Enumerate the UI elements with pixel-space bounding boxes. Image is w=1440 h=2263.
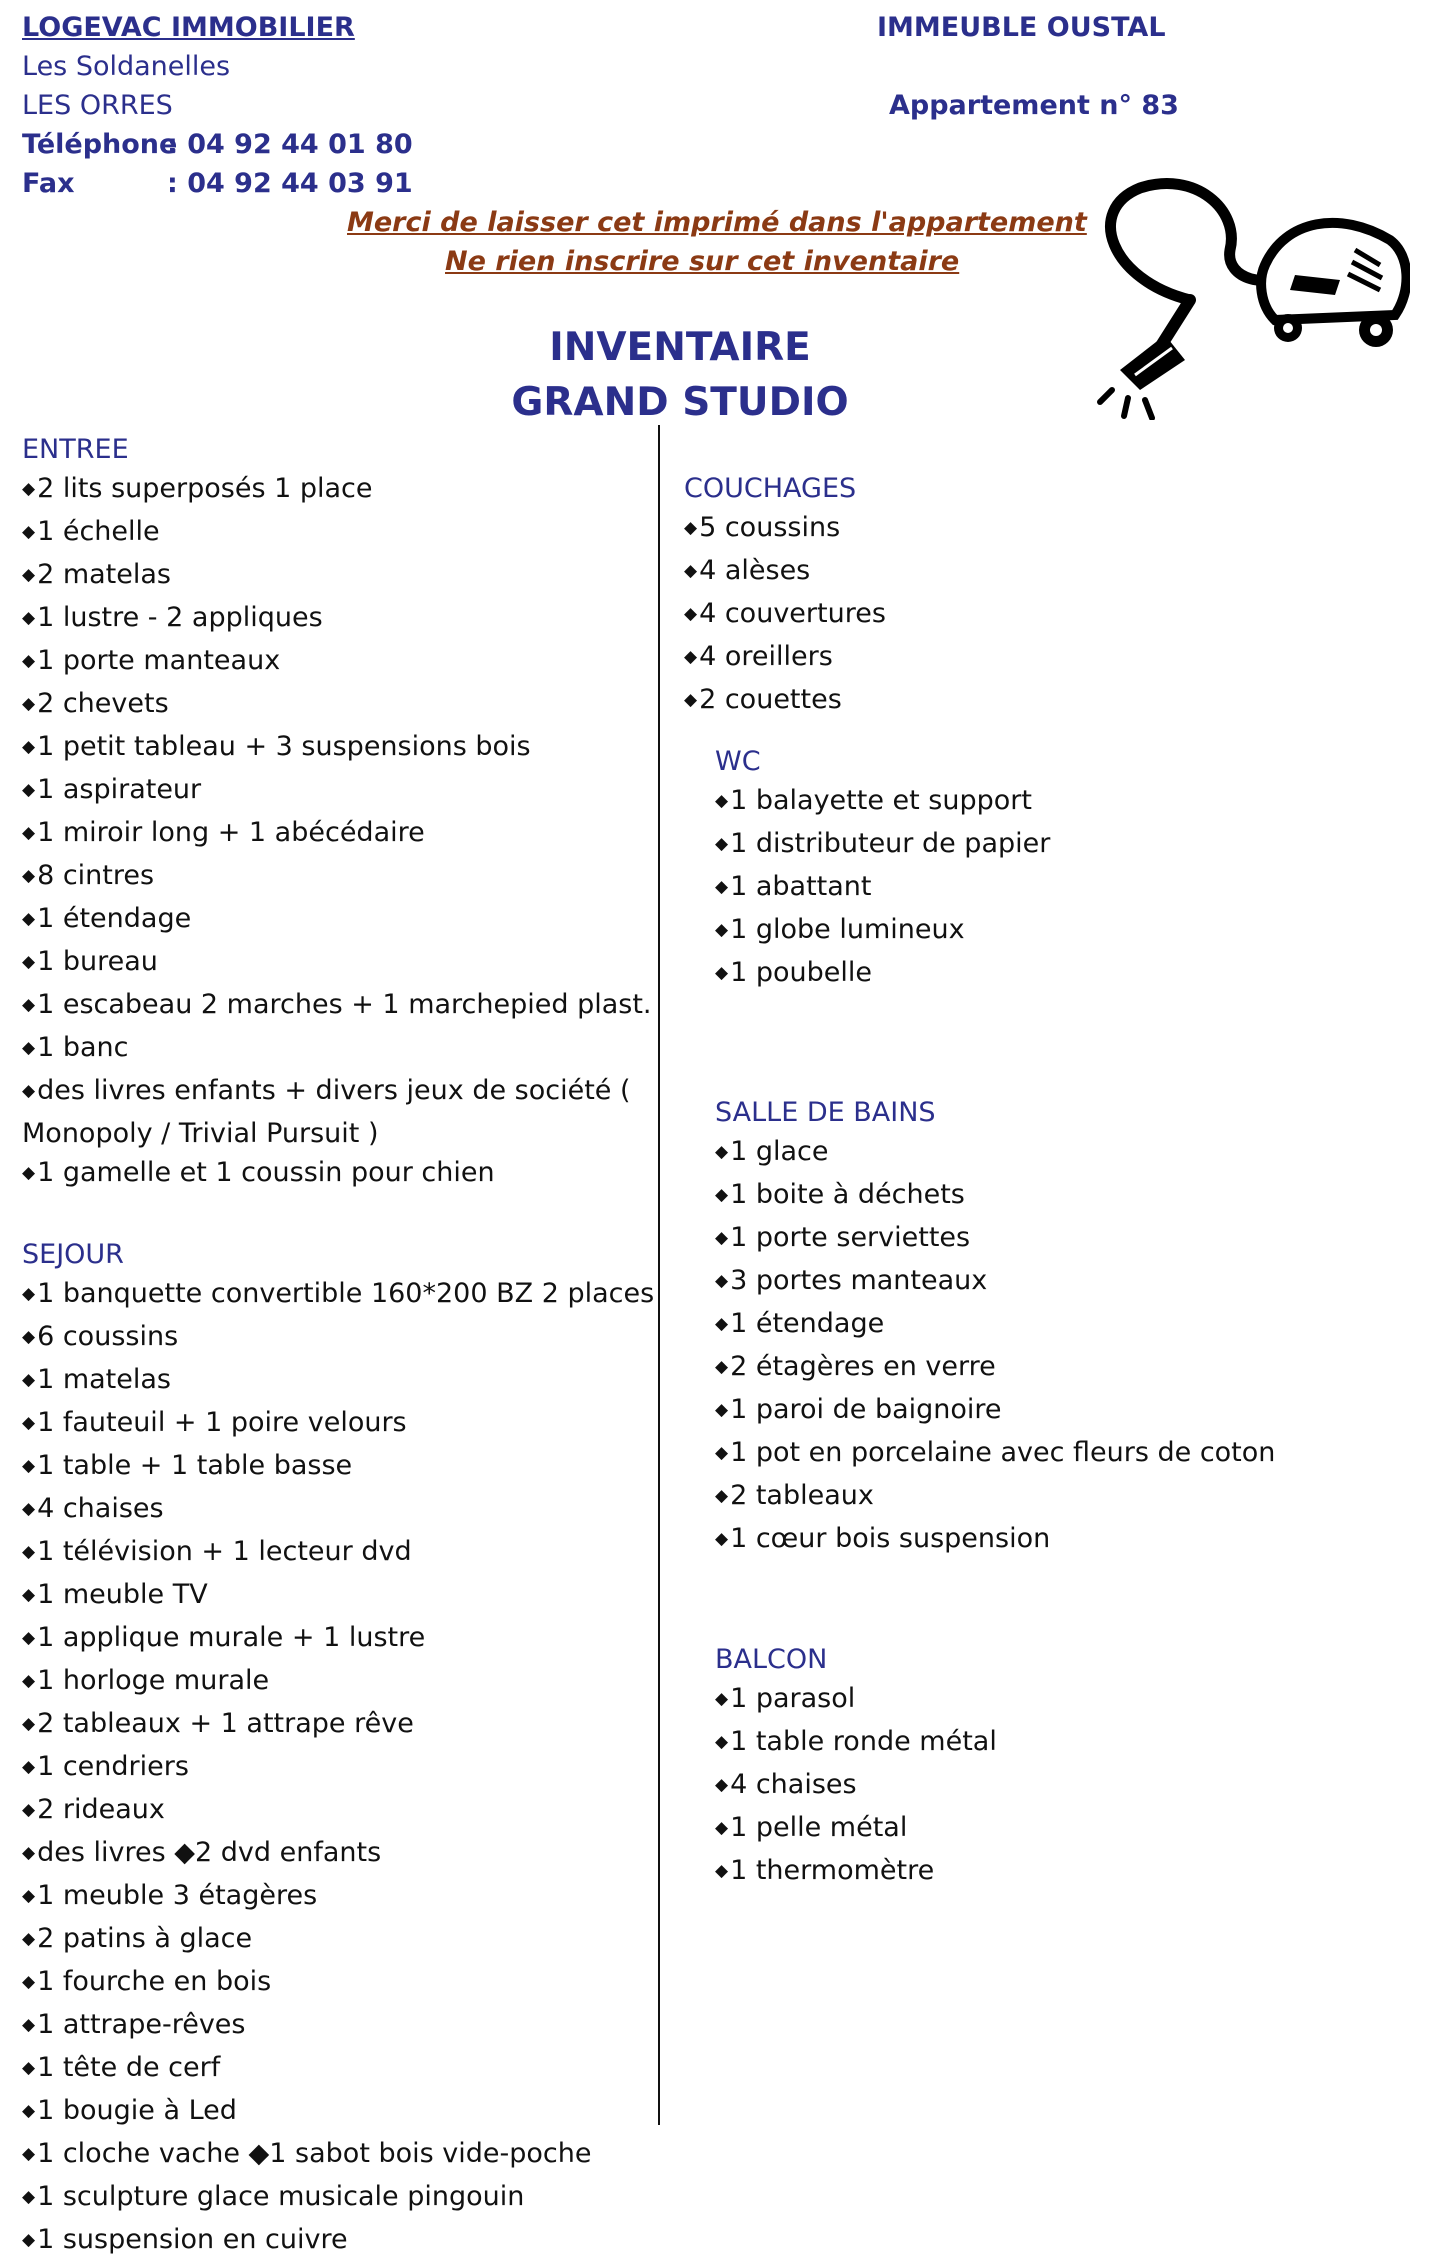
list-item bbox=[684, 637, 886, 680]
list-item-text: 1 cloche vache ◆1 sabot bois vide-poche bbox=[37, 2138, 592, 2169]
list-item bbox=[22, 1962, 654, 2005]
section-title-wc: WC bbox=[715, 746, 761, 777]
bullet-icon: ◆ bbox=[22, 866, 36, 886]
bullet-icon: ◆ bbox=[22, 737, 36, 757]
bullet-icon: ◆ bbox=[22, 1413, 36, 1433]
list-item-text: 1 cendriers bbox=[37, 1751, 189, 1782]
list-item bbox=[22, 1876, 654, 1919]
list-item-text: 1 glace bbox=[730, 1136, 829, 1167]
list-item bbox=[715, 953, 1050, 996]
list-item bbox=[715, 1132, 1275, 1175]
bullet-icon: ◆ bbox=[22, 1456, 36, 1476]
list-item-text: 1 étendage bbox=[37, 903, 192, 934]
bullet-icon: ◆ bbox=[22, 1163, 36, 1183]
building-name: IMMEUBLE OUSTAL bbox=[877, 12, 1166, 43]
list-item-text: 1 bureau bbox=[37, 946, 158, 977]
bullet-icon: ◆ bbox=[22, 565, 36, 585]
sejour-list bbox=[22, 1274, 654, 2263]
bullet-icon: ◆ bbox=[715, 1818, 729, 1838]
list-item-text: 1 suspension en cuivre bbox=[37, 2224, 348, 2255]
list-item-text: 1 télévision + 1 lecteur dvd bbox=[37, 1536, 412, 1567]
bullet-icon: ◆ bbox=[715, 1357, 729, 1377]
list-item-text: 5 coussins bbox=[699, 512, 841, 543]
list-item-text: 1 meuble 3 étagères bbox=[37, 1880, 318, 1911]
bullet-icon: ◆ bbox=[715, 1689, 729, 1709]
list-item-text: 1 applique murale + 1 lustre bbox=[37, 1622, 426, 1653]
list-item-text: 1 lustre - 2 appliques bbox=[37, 602, 323, 633]
list-item bbox=[22, 1153, 654, 1196]
bullet-icon: ◆ bbox=[22, 1370, 36, 1390]
list-item bbox=[715, 867, 1050, 910]
phone-label: Téléphone bbox=[22, 129, 178, 160]
list-item-text: des livres ◆2 dvd enfants bbox=[37, 1837, 382, 1868]
bullet-icon: ◆ bbox=[715, 1228, 729, 1248]
bullet-icon: ◆ bbox=[715, 1861, 729, 1881]
list-item bbox=[22, 813, 654, 856]
bullet-icon: ◆ bbox=[684, 647, 698, 667]
list-item-text: 1 banquette convertible 160*200 BZ 2 places bbox=[37, 1278, 655, 1309]
bullet-icon: ◆ bbox=[684, 604, 698, 624]
list-item-text: 2 patins à glace bbox=[37, 1923, 253, 1954]
list-item bbox=[684, 508, 886, 551]
list-item bbox=[22, 1661, 654, 1704]
list-item bbox=[22, 1532, 654, 1575]
wc-column bbox=[715, 742, 1050, 996]
list-item-text: 1 attrape-rêves bbox=[37, 2009, 246, 2040]
list-item bbox=[22, 1114, 654, 1153]
list-item-text: 1 poubelle bbox=[730, 957, 872, 988]
section-title-couchages: COUCHAGES bbox=[684, 473, 857, 504]
bullet-icon: ◆ bbox=[715, 1400, 729, 1420]
list-item bbox=[22, 1489, 654, 1532]
list-item-text: 1 porte manteaux bbox=[37, 645, 281, 676]
list-item-text: 1 échelle bbox=[37, 516, 160, 547]
list-item bbox=[715, 1765, 997, 1808]
bullet-icon: ◆ bbox=[715, 1486, 729, 1506]
list-item-text: 1 porte serviettes bbox=[730, 1222, 971, 1253]
notice-do-not-write: Ne rien inscrire sur cet inventaire bbox=[445, 246, 960, 277]
bullet-icon: ◆ bbox=[715, 1314, 729, 1334]
list-item-text: 1 balayette et support bbox=[730, 785, 1032, 816]
list-item bbox=[715, 1519, 1275, 1562]
list-item-text: 1 étendage bbox=[730, 1308, 885, 1339]
bullet-icon: ◆ bbox=[715, 1443, 729, 1463]
bullet-icon: ◆ bbox=[715, 1732, 729, 1752]
bullet-icon: ◆ bbox=[715, 1775, 729, 1795]
bullet-icon: ◆ bbox=[22, 651, 36, 671]
bullet-icon: ◆ bbox=[22, 1886, 36, 1906]
list-item bbox=[22, 555, 654, 598]
list-item-text: 1 table + 1 table basse bbox=[37, 1450, 353, 1481]
list-item-text: 4 couvertures bbox=[699, 598, 886, 629]
list-item bbox=[22, 727, 654, 770]
fax-label: Fax bbox=[22, 168, 75, 199]
list-item bbox=[684, 680, 886, 723]
bullet-icon: ◆ bbox=[22, 479, 36, 499]
list-item bbox=[715, 1261, 1275, 1304]
wc-list bbox=[715, 781, 1050, 996]
list-item bbox=[715, 1390, 1275, 1433]
bullet-icon: ◆ bbox=[715, 920, 729, 940]
bullet-icon: ◆ bbox=[22, 1671, 36, 1691]
list-item-text: 1 table ronde métal bbox=[730, 1726, 997, 1757]
list-item bbox=[22, 1071, 654, 1114]
list-item bbox=[22, 899, 654, 942]
list-item-text: 4 chaises bbox=[730, 1769, 857, 1800]
list-item bbox=[22, 2048, 654, 2091]
page-title: INVENTAIRE bbox=[549, 325, 811, 370]
list-item bbox=[22, 1446, 654, 1489]
bullet-icon: ◆ bbox=[22, 823, 36, 843]
bullet-icon: ◆ bbox=[22, 2187, 36, 2207]
list-item-text: 2 chevets bbox=[37, 688, 169, 719]
balcon-list bbox=[715, 1679, 997, 1894]
bullet-icon: ◆ bbox=[22, 1542, 36, 1562]
bullet-icon: ◆ bbox=[22, 2230, 36, 2250]
bullet-icon: ◆ bbox=[22, 780, 36, 800]
section-title-entree: ENTREE bbox=[22, 434, 129, 465]
list-item bbox=[22, 1618, 654, 1661]
list-item bbox=[22, 1317, 654, 1360]
list-item bbox=[22, 1747, 654, 1790]
list-item-text: 4 alèses bbox=[699, 555, 811, 586]
list-item-text: 8 cintres bbox=[37, 860, 155, 891]
bullet-icon: ◆ bbox=[22, 1038, 36, 1058]
list-item-text: 1 fourche en bois bbox=[37, 1966, 272, 1997]
list-item-text: 1 tête de cerf bbox=[37, 2052, 221, 2083]
list-item bbox=[22, 985, 654, 1028]
list-item bbox=[22, 1360, 654, 1403]
bullet-icon: ◆ bbox=[22, 1843, 36, 1863]
list-item-text: 1 petit tableau + 3 suspensions bois bbox=[37, 731, 531, 762]
list-item bbox=[22, 1790, 654, 1833]
list-item bbox=[22, 1028, 654, 1071]
bullet-icon: ◆ bbox=[22, 1757, 36, 1777]
list-item bbox=[22, 1833, 654, 1876]
list-item-text: 1 banc bbox=[37, 1032, 129, 1063]
list-item-text: Monopoly / Trivial Pursuit ) bbox=[22, 1118, 379, 1149]
bullet-icon: ◆ bbox=[22, 1499, 36, 1519]
list-item bbox=[22, 1704, 654, 1747]
bullet-icon: ◆ bbox=[715, 1185, 729, 1205]
list-item-text: 1 pot en porcelaine avec fleurs de coton bbox=[730, 1437, 1276, 1468]
list-item bbox=[715, 1218, 1275, 1261]
list-item bbox=[715, 1347, 1275, 1390]
bullet-icon: ◆ bbox=[22, 952, 36, 972]
list-item-text: 2 rideaux bbox=[37, 1794, 165, 1825]
bullet-icon: ◆ bbox=[22, 1972, 36, 1992]
couchages-column bbox=[684, 469, 886, 723]
list-item bbox=[22, 1403, 654, 1446]
entree-list bbox=[22, 469, 654, 1196]
bullet-icon: ◆ bbox=[22, 1714, 36, 1734]
list-item-text: 2 couettes bbox=[699, 684, 842, 715]
list-item bbox=[715, 910, 1050, 953]
bullet-icon: ◆ bbox=[22, 1628, 36, 1648]
agency-name: LOGEVAC IMMOBILIER bbox=[22, 12, 355, 43]
list-item-text: des livres enfants + divers jeux de société ( bbox=[37, 1075, 631, 1106]
column-divider bbox=[658, 425, 660, 2125]
list-item bbox=[22, 770, 654, 813]
list-item-text: 1 distributeur de papier bbox=[730, 828, 1051, 859]
list-item-text: 2 matelas bbox=[37, 559, 171, 590]
bullet-icon: ◆ bbox=[22, 1327, 36, 1347]
bullet-icon: ◆ bbox=[22, 522, 36, 542]
list-item bbox=[715, 1851, 997, 1894]
list-item bbox=[715, 1175, 1275, 1218]
list-item bbox=[715, 1808, 997, 1851]
list-item-text: 4 chaises bbox=[37, 1493, 164, 1524]
bullet-icon: ◆ bbox=[715, 877, 729, 897]
bullet-icon: ◆ bbox=[22, 608, 36, 628]
bullet-icon: ◆ bbox=[22, 1284, 36, 1304]
bullet-icon: ◆ bbox=[22, 2101, 36, 2121]
couchages-list bbox=[684, 508, 886, 723]
list-item-text: 1 sculpture glace musicale pingouin bbox=[37, 2181, 525, 2212]
list-item-text: 1 matelas bbox=[37, 1364, 171, 1395]
list-item-text: 1 thermomètre bbox=[730, 1855, 935, 1886]
list-item-text: 1 globe lumineux bbox=[730, 914, 965, 945]
bullet-icon: ◆ bbox=[715, 1529, 729, 1549]
bullet-icon: ◆ bbox=[22, 2015, 36, 2035]
list-item-text: 1 paroi de baignoire bbox=[730, 1394, 1002, 1425]
list-item bbox=[684, 551, 886, 594]
bullet-icon: ◆ bbox=[22, 2144, 36, 2164]
bullet-icon: ◆ bbox=[715, 1271, 729, 1291]
list-item-text: 3 portes manteaux bbox=[730, 1265, 988, 1296]
list-item-text: 1 boite à déchets bbox=[730, 1179, 965, 1210]
vacuum-cleaner-icon bbox=[1090, 170, 1410, 420]
list-item bbox=[22, 598, 654, 641]
list-item-text: 2 tableaux + 1 attrape rêve bbox=[37, 1708, 414, 1739]
bullet-icon: ◆ bbox=[684, 518, 698, 538]
section-title-balcon: BALCON bbox=[715, 1644, 828, 1675]
list-item bbox=[22, 856, 654, 899]
section-title-salle-de-bains: SALLE DE BAINS bbox=[715, 1097, 936, 1128]
bullet-icon: ◆ bbox=[715, 791, 729, 811]
list-item bbox=[22, 2220, 654, 2263]
bullet-icon: ◆ bbox=[22, 1929, 36, 1949]
list-item bbox=[715, 1722, 997, 1765]
list-item-text: 1 parasol bbox=[730, 1683, 856, 1714]
list-item-text: 1 fauteuil + 1 poire velours bbox=[37, 1407, 407, 1438]
bullet-icon: ◆ bbox=[22, 1081, 36, 1101]
list-item bbox=[22, 469, 654, 512]
salle-de-bains-column bbox=[715, 1093, 1275, 1562]
list-item bbox=[22, 942, 654, 985]
city-name: LES ORRES bbox=[22, 90, 173, 121]
bullet-icon: ◆ bbox=[22, 1585, 36, 1605]
list-item-text: 2 étagères en verre bbox=[730, 1351, 996, 1382]
list-item bbox=[715, 824, 1050, 867]
list-item-text: 1 cœur bois suspension bbox=[730, 1523, 1051, 1554]
bullet-icon: ◆ bbox=[22, 2058, 36, 2078]
apartment-number: Appartement n° 83 bbox=[889, 90, 1179, 121]
list-item bbox=[22, 2091, 654, 2134]
bullet-icon: ◆ bbox=[715, 963, 729, 983]
residence-name: Les Soldanelles bbox=[22, 51, 231, 82]
list-item bbox=[22, 1575, 654, 1618]
bullet-icon: ◆ bbox=[715, 834, 729, 854]
bullet-icon: ◆ bbox=[22, 995, 36, 1015]
notice-leave-document: Merci de laisser cet imprimé dans l'appartement bbox=[347, 207, 1087, 238]
list-item bbox=[684, 594, 886, 637]
section-title-sejour: SEJOUR bbox=[22, 1239, 124, 1270]
list-item bbox=[22, 2005, 654, 2048]
balcon-column bbox=[715, 1640, 997, 1894]
list-item bbox=[22, 1274, 654, 1317]
page-subtitle: GRAND STUDIO bbox=[511, 380, 849, 425]
fax-number: : 04 92 44 03 91 bbox=[167, 168, 413, 199]
list-item bbox=[715, 1433, 1275, 1476]
list-item bbox=[22, 1919, 654, 1962]
list-item bbox=[715, 1679, 997, 1722]
bullet-icon: ◆ bbox=[684, 561, 698, 581]
list-item-text: 6 coussins bbox=[37, 1321, 179, 1352]
list-item-text: 2 tableaux bbox=[730, 1480, 874, 1511]
bullet-icon: ◆ bbox=[684, 690, 698, 710]
bullet-icon: ◆ bbox=[22, 694, 36, 714]
list-item-text: 2 lits superposés 1 place bbox=[37, 473, 373, 504]
list-item bbox=[715, 1476, 1275, 1519]
salle-de-bains-list bbox=[715, 1132, 1275, 1562]
list-item-text: 1 aspirateur bbox=[37, 774, 202, 805]
list-item-text: 1 pelle métal bbox=[730, 1812, 908, 1843]
list-item bbox=[715, 1304, 1275, 1347]
left-column bbox=[22, 430, 654, 2263]
list-item-text: 1 escabeau 2 marches + 1 marchepied plast. bbox=[37, 989, 652, 1020]
list-item bbox=[22, 512, 654, 555]
list-item-text: 1 meuble TV bbox=[37, 1579, 208, 1610]
list-item bbox=[22, 2134, 654, 2177]
list-item bbox=[22, 641, 654, 684]
list-item-text: 1 bougie à Led bbox=[37, 2095, 237, 2126]
list-item bbox=[22, 2177, 654, 2220]
list-item-text: 1 miroir long + 1 abécédaire bbox=[37, 817, 425, 848]
list-item-text: 1 gamelle et 1 coussin pour chien bbox=[37, 1157, 495, 1188]
list-item-text: 1 horloge murale bbox=[37, 1665, 270, 1696]
bullet-icon: ◆ bbox=[22, 909, 36, 929]
bullet-icon: ◆ bbox=[715, 1142, 729, 1162]
list-item-text: 1 abattant bbox=[730, 871, 872, 902]
bullet-icon: ◆ bbox=[22, 1800, 36, 1820]
list-item-text: 4 oreillers bbox=[699, 641, 833, 672]
list-item bbox=[715, 781, 1050, 824]
list-item bbox=[22, 684, 654, 727]
phone-number: : 04 92 44 01 80 bbox=[167, 129, 413, 160]
